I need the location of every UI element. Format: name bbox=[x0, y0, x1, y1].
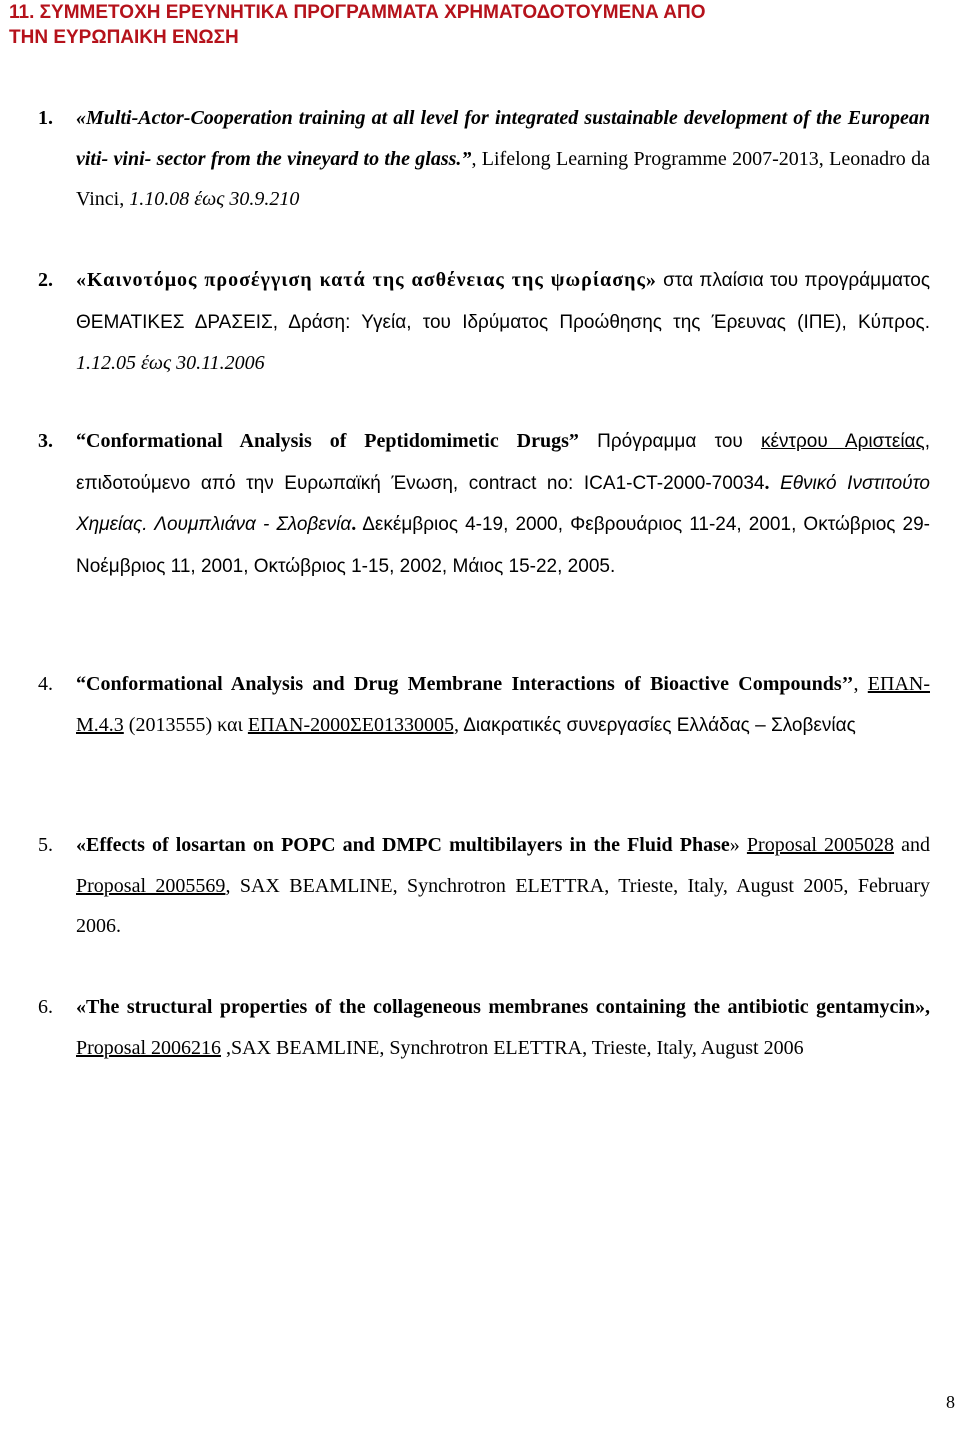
item-body bbox=[76, 260, 930, 384]
item-text: (2013555) και bbox=[123, 713, 248, 736]
item-number: 4. bbox=[38, 673, 53, 695]
item-title: «Effects of losartan on POPC and DMPC multibilayers in the Fluid Phase bbox=[76, 834, 730, 856]
item-number: 3. bbox=[38, 430, 53, 452]
epan-link-2[interactable]: ΕΠΑΝ-2000ΣΕ01330005, bbox=[247, 713, 459, 736]
item-title: «The structural properties of the collageneous membranes containing the antibiotic gentamycin», bbox=[76, 996, 930, 1018]
section-heading-line-2: ΤΗΝ ΕΥΡΩΠΑΙΚΗ ΕΝΩΣΗ bbox=[9, 27, 239, 48]
item-contract: , επιδοτούμενο από την Ευρωπαϊκή Ένωση, contract no: ICA1-CT-2000-70034 bbox=[76, 431, 930, 494]
proposal-link-2005028[interactable]: Proposal 2005028 bbox=[746, 834, 895, 856]
item-close-quote: » bbox=[729, 834, 747, 856]
item-and: and bbox=[894, 834, 931, 856]
item-dates: 1.12.05 έως 30.11.2006 bbox=[76, 352, 265, 374]
item-body bbox=[76, 825, 930, 947]
item-body bbox=[76, 664, 930, 746]
item-collaboration: Διακρατικές συνεργασίες Ελλάδας – Σλοβενίας bbox=[458, 714, 856, 736]
item-number: 2. bbox=[38, 269, 53, 291]
proposal-link-2005569[interactable]: Proposal 2005569 bbox=[76, 874, 226, 897]
item-number: 6. bbox=[38, 996, 53, 1018]
item-text: ,SAX BEAMLINE, Synchrotron ELETTRA, Trieste, Italy, August 2006 bbox=[221, 1036, 804, 1059]
section-heading bbox=[9, 0, 939, 50]
excellence-center-link[interactable]: κέντρου Αριστείας bbox=[761, 431, 925, 452]
item-title: «Καινοτόμος προσέγγιση κατά της ασθένειας της ψωρίασης» bbox=[76, 269, 657, 291]
item-dot: . bbox=[764, 471, 770, 494]
item-separator: , bbox=[853, 673, 868, 695]
item-title: «Multi-Actor-Cooperation training at all level for integrated sustainable development of the European viti- vini- sector from the vineyard to the glass.” bbox=[76, 107, 930, 170]
item-dates: Δεκέμβριος 4-19, 2000, Φεβρουάριος 11-24, 2001, Οκτώβριος 29- Νοέμβριος 11, 2001, Οκτώβριος 1-15, 2002, Μάιος 15-22, 2005. bbox=[76, 514, 931, 577]
item-body bbox=[76, 98, 930, 220]
item-title: “Conformational Analysis and Drug Membrane Interactions of Bioactive Compounds’’ bbox=[76, 673, 854, 695]
item-dot: . bbox=[351, 513, 357, 535]
item-text: , Lifelong Learning Programme 2007-2013, Leonadro da Vinci, bbox=[76, 147, 930, 210]
item-body bbox=[76, 987, 930, 1068]
item-number: 1. bbox=[38, 107, 53, 129]
epan-link-1[interactable]: ΕΠΑΝ-Μ.4.3 bbox=[76, 673, 930, 736]
item-number: 5. bbox=[38, 834, 53, 856]
item-text: , SAX BEAMLINE, Synchrotron ELETTRA, Trieste, Italy, August 2005, February 2006. bbox=[76, 874, 931, 937]
page-number: 8 bbox=[946, 1392, 955, 1412]
item-dates: 1.10.08 έως 30.9.210 bbox=[129, 188, 300, 210]
item-title: “Conformational Analysis of Peptidomimetic Drugs” bbox=[76, 430, 579, 452]
item-body bbox=[76, 421, 930, 587]
section-heading-line-1: 11. ΣΥΜΜΕΤΟΧΗ ΕΡΕΥΝΗΤΙΚΑ ΠΡΟΓΡΑΜΜΑΤΑ ΧΡΗΜΑΤΟΔΟΤΟΥΜΕΝΑ ΑΠΟ bbox=[9, 2, 706, 23]
item-institute: Εθνικό Ινστιτούτο Χημείας. Λουμπλιάνα - Σλοβενία bbox=[76, 472, 930, 535]
item-text: στα πλαίσια του προγράμματος ΘΕΜΑΤΙΚΕΣ ΔΡΑΣΕΙΣ, Δράση: Υγεία, του Ιδρύματος Προώθησης της Έρευνας (ΙΠΕ), Κύπρος. bbox=[76, 270, 930, 333]
item-text: Πρόγραμμα του bbox=[578, 431, 762, 452]
proposal-link-2006216[interactable]: Proposal 2006216 bbox=[76, 1036, 221, 1059]
